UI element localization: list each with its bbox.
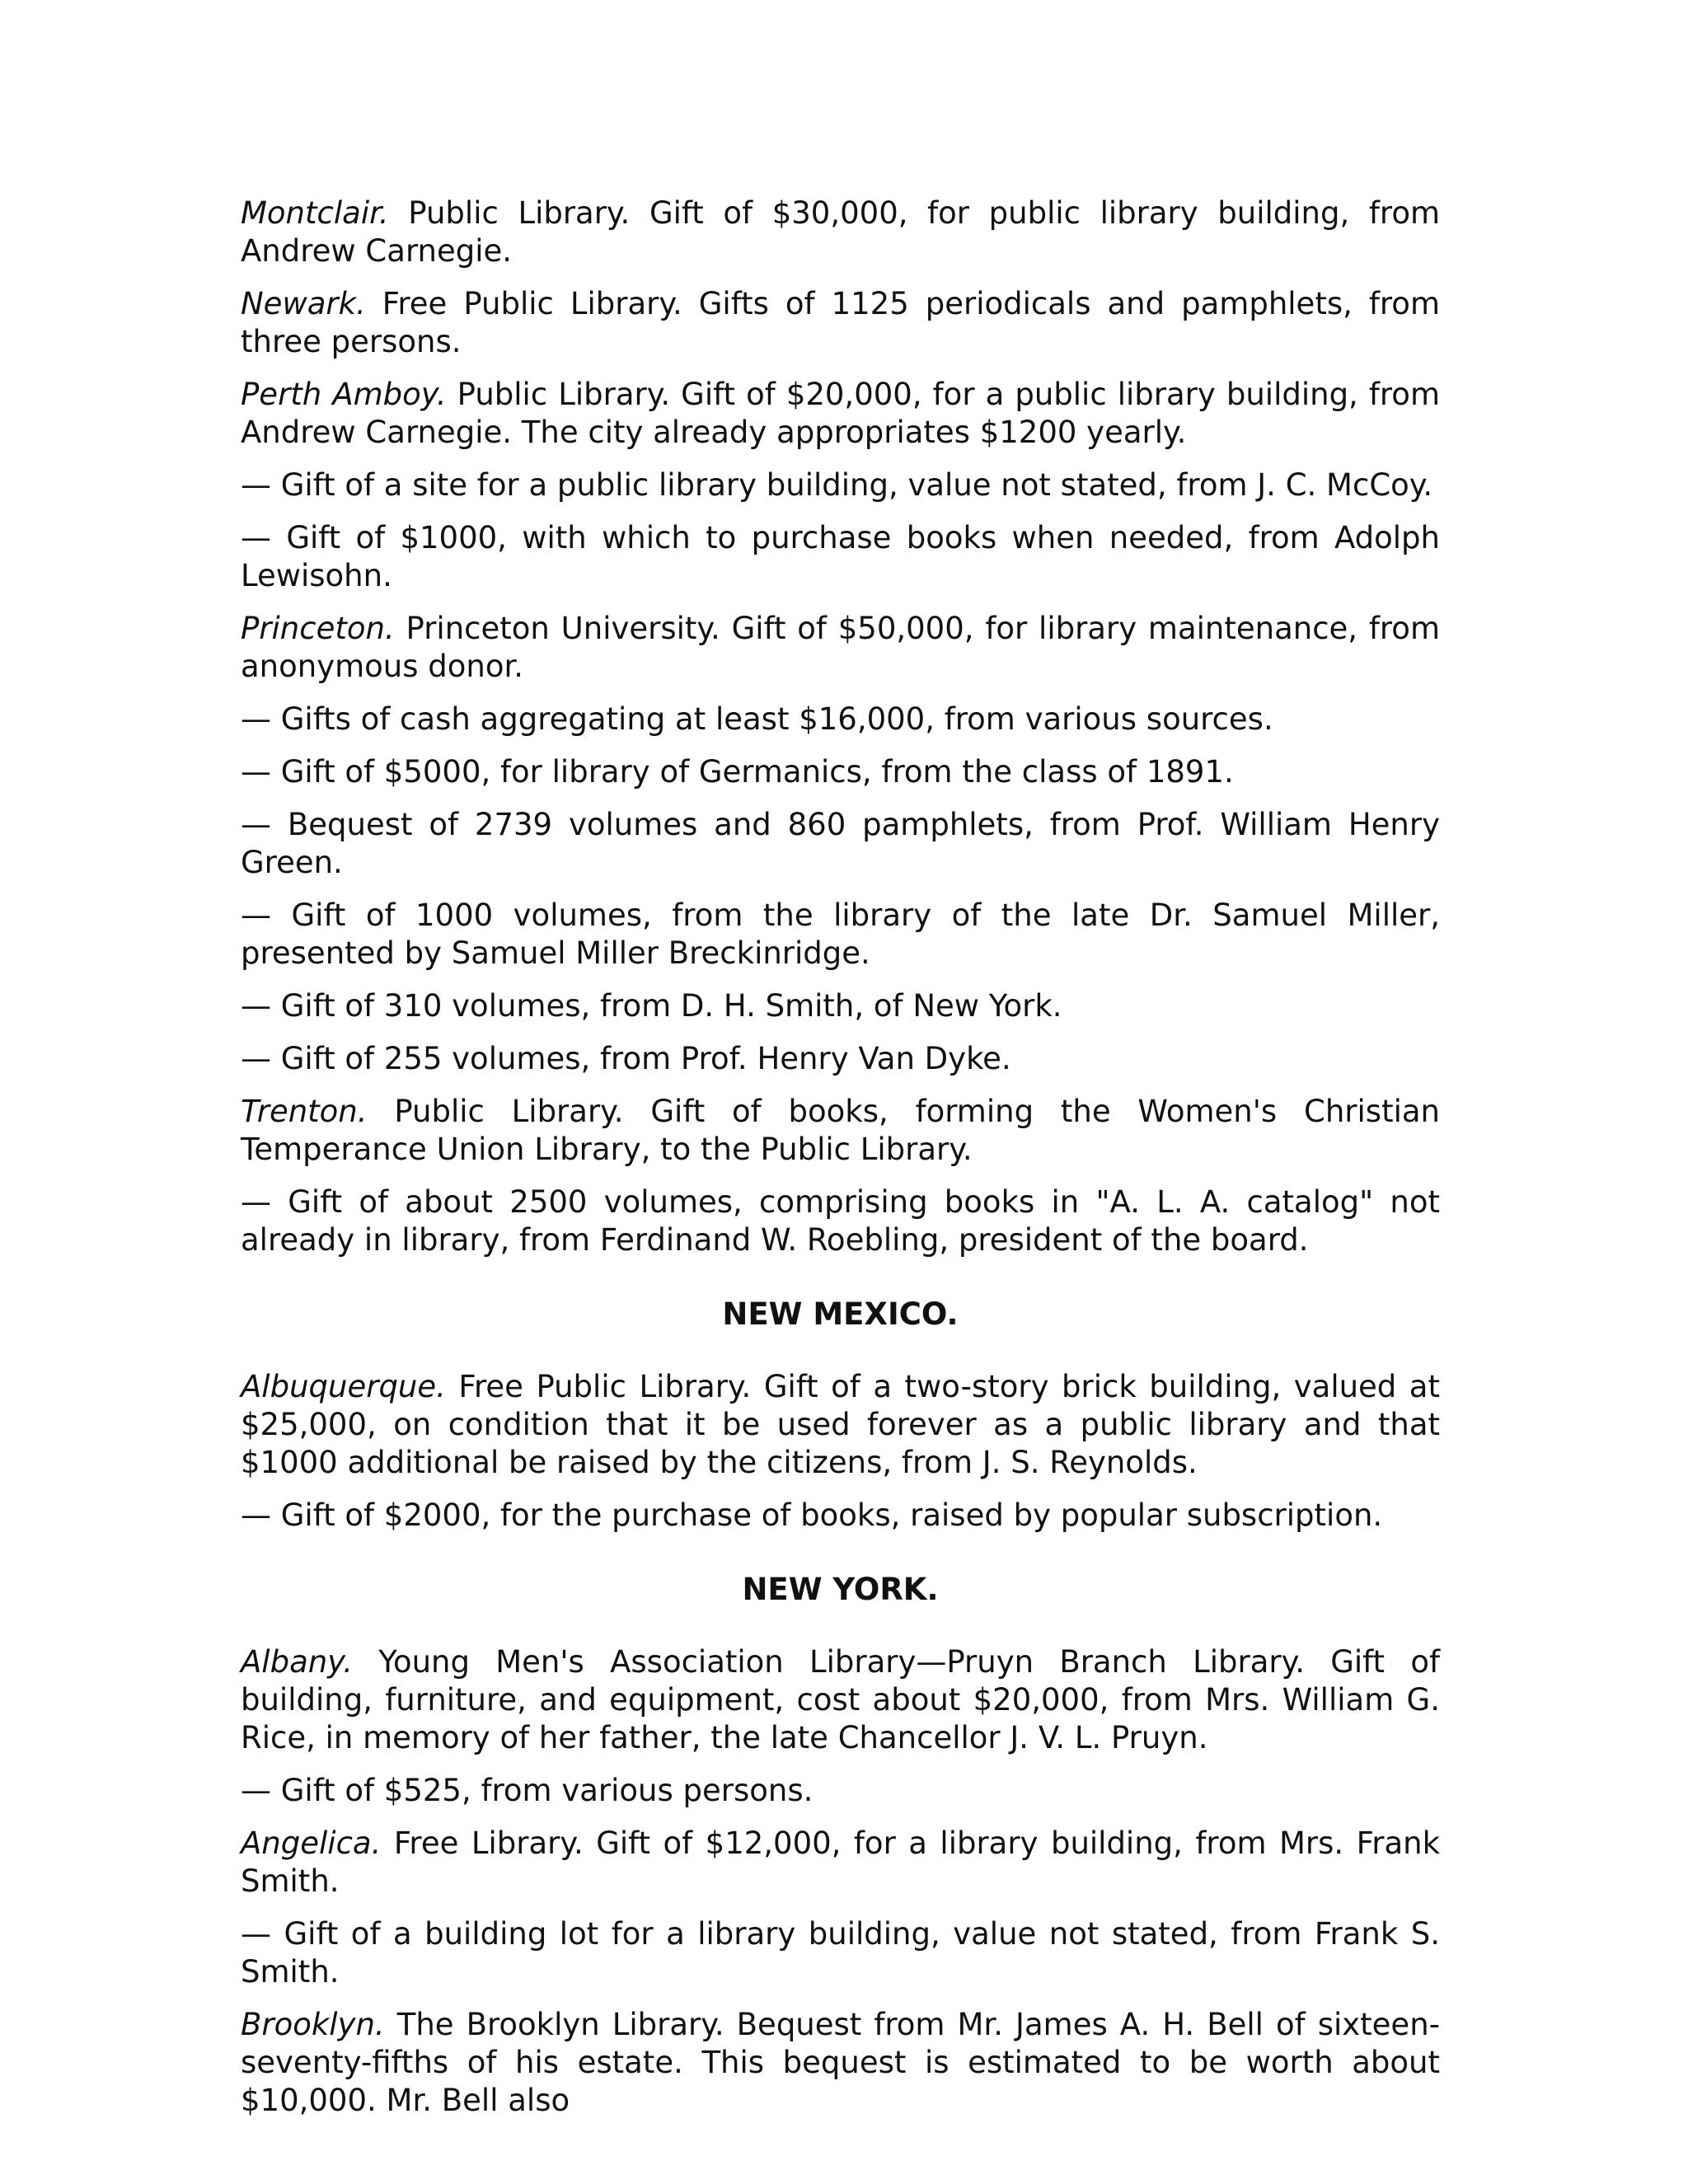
entry-perth-amboy [241, 376, 1440, 452]
entry-text: — Gift of 1000 volumes, from the library of the late Dr. Samuel Miller, presented by Samuel Miller Breckinridge. [241, 898, 1440, 971]
entry-text: Public Library. Gift of $30,000, for public library building, from Andrew Carnegie. [241, 195, 1440, 269]
entry-text: — Gift of 310 volumes, from D. H. Smith, of New York. [241, 988, 1062, 1024]
entry-text: Free Public Library. Gift of a two-story brick building, valued at $25,000, on condition that it be used forever as a public library and that $1000 additional be raised by the citizens, from J. S. Reynolds. [241, 1369, 1440, 1480]
entry-place: Princeton. [241, 611, 395, 646]
entry-continuation [241, 753, 1440, 791]
entry-continuation [241, 806, 1440, 882]
entry-text: — Gift of $1000, with which to purchase books when needed, from Adolph Lewisohn. [241, 520, 1440, 593]
entry-place: Albany. [241, 1644, 353, 1680]
entry-continuation [241, 1183, 1440, 1259]
entry-continuation [241, 519, 1440, 595]
section-heading: NEW MEXICO. [722, 1296, 959, 1332]
entry-text: — Gift of $2000, for the purchase of books, raised by popular subscription. [241, 1497, 1383, 1533]
entry-text: Public Library. Gift of books, forming the Women's Christian Temperance Union Library, to the Public Library. [241, 1094, 1440, 1167]
entry-place: Albuquerque. [241, 1369, 446, 1404]
entry-continuation [241, 1040, 1440, 1078]
entry-place: Montclair. [241, 195, 389, 231]
section-heading: NEW YORK. [742, 1572, 939, 1607]
entry-albany [241, 1643, 1440, 1757]
entry-text: — Gift of $525, from various persons. [241, 1773, 814, 1808]
entry-albuquerque [241, 1368, 1440, 1482]
entry-continuation [241, 466, 1440, 504]
entry-angelica [241, 1825, 1440, 1900]
entry-continuation [241, 1772, 1440, 1810]
document-page [241, 194, 1440, 2135]
section-new-jersey [241, 194, 1440, 1259]
entry-continuation [241, 1497, 1440, 1535]
entry-text: — Gifts of cash aggregating at least $16,000, from various sources. [241, 701, 1273, 737]
entry-place: Perth Amboy. [241, 377, 447, 412]
entry-text: — Gift of a building lot for a library building, value not stated, from Frank S. Smith. [241, 1916, 1440, 1990]
entry-continuation [241, 1915, 1440, 1991]
entry-newark [241, 285, 1440, 361]
entry-text: — Gift of about 2500 volumes, comprising books in "A. L. A. catalog" not already in library, from Ferdinand W. Roebling, president of the board. [241, 1184, 1440, 1258]
entry-montclair [241, 194, 1440, 270]
entry-princeton [241, 610, 1440, 686]
entry-brooklyn [241, 2006, 1440, 2120]
entry-text: Princeton University. Gift of $50,000, for library maintenance, from anonymous donor. [241, 611, 1440, 684]
entry-text: Public Library. Gift of $20,000, for a public library building, from Andrew Carnegie. The city already appropriates $1200 yearly. [241, 377, 1440, 450]
entry-text: — Gift of a site for a public library building, value not stated, from J. C. McCoy. [241, 467, 1433, 503]
entry-text: The Brooklyn Library. Bequest from Mr. James A. H. Bell of sixteen-seventy-fifths of his estate. This bequest is estimated to be worth about $10,000. Mr. Bell also [241, 2007, 1440, 2118]
section-new-mexico [241, 1296, 1440, 1535]
entry-continuation [241, 897, 1440, 972]
entry-text: Free Library. Gift of $12,000, for a library building, from Mrs. Frank Smith. [241, 1825, 1440, 1899]
entry-text: — Bequest of 2739 volumes and 860 pamphlets, from Prof. William Henry Green. [241, 807, 1440, 880]
entry-place: Brooklyn. [241, 2007, 385, 2042]
entry-text: — Gift of $5000, for library of Germanics, from the class of 1891. [241, 754, 1234, 790]
section-new-york [241, 1571, 1440, 2120]
entry-place: Angelica. [241, 1825, 382, 1861]
entry-continuation [241, 701, 1440, 738]
entry-text: Young Men's Association Library—Pruyn Branch Library. Gift of building, furniture, and equipment, cost about $20,000, from Mrs. William G. Rice, in memory of her father, the late Chancellor J. V. L. Pruyn. [241, 1644, 1440, 1755]
entry-place: Newark. [241, 286, 366, 321]
entry-text: Free Public Library. Gifts of 1125 periodicals and pamphlets, from three persons. [241, 286, 1440, 359]
entry-continuation [241, 987, 1440, 1025]
entry-trenton [241, 1093, 1440, 1169]
entry-text: — Gift of 255 volumes, from Prof. Henry Van Dyke. [241, 1041, 1011, 1076]
entry-place: Trenton. [241, 1094, 368, 1129]
